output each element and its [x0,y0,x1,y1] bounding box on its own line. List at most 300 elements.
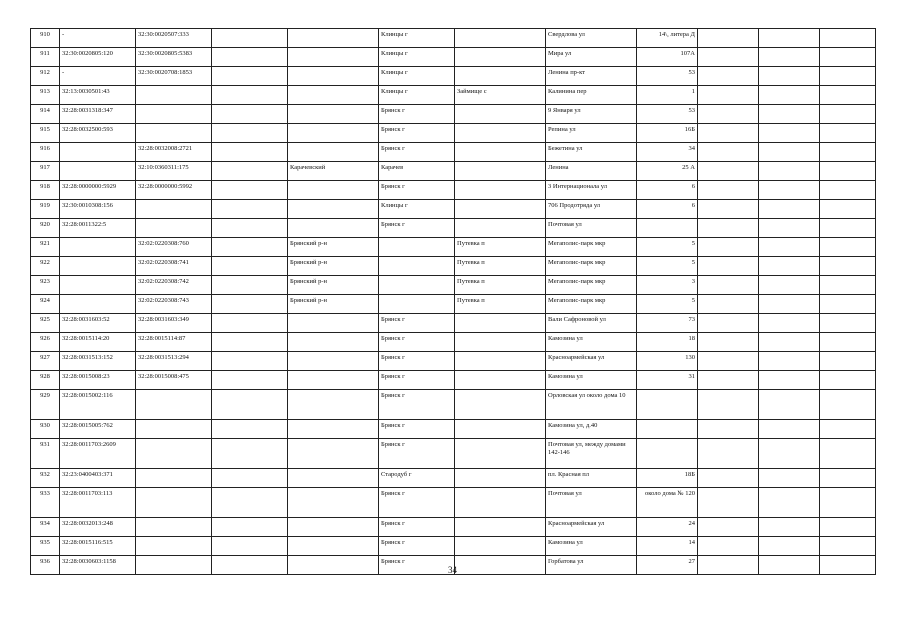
cell-city [379,276,455,295]
cell-settlement: Путевка п [455,295,546,314]
cell-house-number: 31 [637,371,698,390]
cell-cadastral-number-building [136,124,212,143]
cell-district [288,86,379,105]
cell-cadastral-number-building [136,537,212,556]
cell-column-4 [212,143,288,162]
cell-row-number: 922 [31,257,60,276]
cell-cadastral-number-building [136,439,212,469]
cell-cadastral-number-land: 32:28:0011703:2609 [60,439,136,469]
cell-row-number: 917 [31,162,60,181]
cell-row-number: 930 [31,420,60,439]
cell-settlement [455,219,546,238]
cell-row-number: 924 [31,295,60,314]
cell-column-12 [820,181,876,200]
cell-city: Клинцы г [379,86,455,105]
table-row [31,29,876,48]
cell-row-number: 928 [31,371,60,390]
cell-street: Красноармейская ул [546,518,637,537]
cell-settlement [455,439,546,469]
cell-column-11 [759,200,820,219]
cell-street: 706 Продотряда ул [546,200,637,219]
cell-city: Карачев [379,162,455,181]
cell-cadastral-number-building [136,469,212,488]
cell-column-4 [212,469,288,488]
cell-column-10 [698,295,759,314]
cell-column-10 [698,105,759,124]
cell-settlement [455,181,546,200]
cell-column-12 [820,86,876,105]
cell-row-number: 926 [31,333,60,352]
cell-settlement [455,314,546,333]
cell-city: Брянск г [379,439,455,469]
cell-column-11 [759,518,820,537]
cell-settlement [455,352,546,371]
cell-house-number: 18 [637,333,698,352]
cell-cadastral-number-building [136,200,212,219]
cell-settlement [455,162,546,181]
table-row [31,238,876,257]
cell-settlement: Займище с [455,86,546,105]
cell-city: Брянск г [379,488,455,518]
cell-street: Камозина ул [546,537,637,556]
cell-district: Брянский р-н [288,295,379,314]
cell-column-12 [820,143,876,162]
cell-cadastral-number-building [136,105,212,124]
cell-column-10 [698,439,759,469]
cell-cadastral-number-land: 32:28:0015002:116 [60,390,136,420]
table-row [31,276,876,295]
cell-column-4 [212,390,288,420]
table-row [31,257,876,276]
cell-column-10 [698,29,759,48]
cell-column-4 [212,200,288,219]
cell-district [288,420,379,439]
cell-district [288,143,379,162]
cell-column-10 [698,162,759,181]
cell-district [288,518,379,537]
table-row [31,420,876,439]
page-number: 34 [448,565,457,575]
cell-house-number: 16Б [637,124,698,143]
cell-cadastral-number-building: 32:10:0360311:175 [136,162,212,181]
cell-column-11 [759,390,820,420]
cell-cadastral-number-building: 32:30:0020805:5383 [136,48,212,67]
cell-house-number: 34 [637,143,698,162]
cell-column-12 [820,48,876,67]
cell-cadastral-number-land: 32:28:0015008:23 [60,371,136,390]
cell-column-4 [212,29,288,48]
cell-column-11 [759,371,820,390]
cell-city: Брянск г [379,518,455,537]
cell-column-11 [759,488,820,518]
cell-city: Клинцы г [379,29,455,48]
cell-street: Мира ул [546,48,637,67]
cell-column-12 [820,200,876,219]
cell-column-10 [698,390,759,420]
cell-cadastral-number-land: 32:13:0030501:43 [60,86,136,105]
cell-house-number: около дома № 120 [637,488,698,518]
cell-column-12 [820,105,876,124]
cell-row-number: 910 [31,29,60,48]
cell-column-4 [212,219,288,238]
cell-house-number: 1 [637,86,698,105]
cell-house-number: 53 [637,67,698,86]
cell-row-number: 931 [31,439,60,469]
cell-column-4 [212,333,288,352]
cell-column-4 [212,181,288,200]
cell-cadastral-number-building: 32:28:0032008:2721 [136,143,212,162]
cell-cadastral-number-land [60,238,136,257]
cell-row-number: 932 [31,469,60,488]
cell-settlement: Путевка п [455,276,546,295]
cell-settlement [455,29,546,48]
cell-column-4 [212,238,288,257]
cell-column-12 [820,29,876,48]
cell-column-12 [820,537,876,556]
cell-city: Брянск г [379,390,455,420]
cell-settlement: Путевка п [455,238,546,257]
cell-street: пл. Красная пл [546,469,637,488]
cell-cadastral-number-building: 32:30:0020708:1853 [136,67,212,86]
cell-column-11 [759,162,820,181]
cell-city [379,238,455,257]
cell-column-11 [759,276,820,295]
cell-district [288,48,379,67]
cell-column-10 [698,86,759,105]
cell-cadastral-number-land: 32:28:0011703:113 [60,488,136,518]
cell-column-10 [698,238,759,257]
cell-column-4 [212,162,288,181]
cell-house-number: 6 [637,200,698,219]
cell-cadastral-number-building [136,390,212,420]
cell-cadastral-number-land [60,257,136,276]
cell-settlement [455,371,546,390]
cell-city: Брянск г [379,314,455,333]
cell-settlement [455,200,546,219]
cell-column-11 [759,439,820,469]
cell-city: Брянск г [379,352,455,371]
cell-cadastral-number-building: 32:02:0220308:741 [136,257,212,276]
cell-settlement [455,143,546,162]
cell-street: 3 Интернационала ул [546,181,637,200]
cell-district [288,105,379,124]
cell-city: Брянск г [379,143,455,162]
cell-district [288,439,379,469]
cell-column-12 [820,295,876,314]
cell-district: Карачевский [288,162,379,181]
cell-street: Мегаполис-парк мкр [546,276,637,295]
table-row [31,469,876,488]
cell-cadastral-number-land: 32:28:0032500:593 [60,124,136,143]
cell-street: 9 Января ул [546,105,637,124]
table-row [31,105,876,124]
cell-cadastral-number-land: 32:28:0000000:5929 [60,181,136,200]
cell-cadastral-number-land: - [60,67,136,86]
cell-cadastral-number-land: 32:30:0020805:120 [60,48,136,67]
cell-column-10 [698,276,759,295]
table-row [31,162,876,181]
table-row [31,181,876,200]
cell-column-10 [698,469,759,488]
cell-house-number [637,439,698,469]
cell-city: Клинцы г [379,48,455,67]
table-row [31,333,876,352]
table-row [31,518,876,537]
cell-street: Камозина ул [546,333,637,352]
cell-street: Ленина [546,162,637,181]
cell-row-number: 915 [31,124,60,143]
cell-street: Почтовая ул [546,488,637,518]
cell-column-12 [820,162,876,181]
registry-table-body [31,29,876,575]
cell-column-4 [212,257,288,276]
cell-column-12 [820,518,876,537]
cell-district [288,333,379,352]
cell-column-10 [698,48,759,67]
cell-column-12 [820,488,876,518]
cell-cadastral-number-land [60,162,136,181]
cell-street: Репина ул [546,124,637,143]
cell-row-number: 920 [31,219,60,238]
cell-settlement [455,105,546,124]
cell-house-number: 73 [637,314,698,333]
cell-house-number: 24 [637,518,698,537]
cell-street: Калинина пер [546,86,637,105]
cell-column-12 [820,333,876,352]
cell-column-10 [698,200,759,219]
cell-house-number: 3 [637,276,698,295]
cell-district: Брянский р-н [288,257,379,276]
cell-house-number: 130 [637,352,698,371]
cell-street: Горбатова ул [546,556,637,575]
cell-column-10 [698,333,759,352]
cell-city: Брянск г [379,537,455,556]
cell-house-number: 107А [637,48,698,67]
cell-column-4 [212,488,288,518]
cell-column-12 [820,276,876,295]
cell-city: Брянск г [379,124,455,143]
cell-cadastral-number-building: 32:28:0015114:87 [136,333,212,352]
registry-table [30,28,876,575]
cell-cadastral-number-land: 32:23:0400403:371 [60,469,136,488]
table-row [31,86,876,105]
cell-column-10 [698,67,759,86]
table-row [31,352,876,371]
cell-row-number: 927 [31,352,60,371]
cell-city: Клинцы г [379,67,455,86]
cell-cadastral-number-land: 32:28:0032013:248 [60,518,136,537]
table-row [31,200,876,219]
cell-district: Брянский р-н [288,276,379,295]
cell-cadastral-number-land: 32:28:0031603:52 [60,314,136,333]
cell-column-4 [212,371,288,390]
cell-house-number: 14 [637,537,698,556]
cell-street: Орловская ул около дома 10 [546,390,637,420]
cell-column-12 [820,67,876,86]
cell-row-number: 921 [31,238,60,257]
cell-settlement [455,420,546,439]
cell-house-number: 6 [637,181,698,200]
cell-district [288,352,379,371]
cell-street: Почтовая ул, между домами 142-146 [546,439,637,469]
cell-column-11 [759,238,820,257]
cell-house-number: 14\, литера Д [637,29,698,48]
cell-column-11 [759,29,820,48]
cell-district [288,488,379,518]
cell-house-number: 5 [637,295,698,314]
table-row [31,219,876,238]
cell-street: Мегаполис-парк мкр [546,295,637,314]
cell-cadastral-number-building [136,219,212,238]
cell-cadastral-number-land [60,143,136,162]
cell-column-10 [698,124,759,143]
cell-row-number: 936 [31,556,60,575]
table-row [31,390,876,420]
cell-district [288,537,379,556]
cell-column-11 [759,48,820,67]
cell-cadastral-number-building: 32:28:0031603:349 [136,314,212,333]
cell-house-number: 53 [637,105,698,124]
cell-street: Почтовая ул [546,219,637,238]
cell-street: Мегаполис-парк мкр [546,257,637,276]
cell-column-12 [820,314,876,333]
cell-cadastral-number-building: 32:02:0220308:760 [136,238,212,257]
cell-house-number [637,219,698,238]
cell-settlement: Путевка п [455,257,546,276]
cell-column-4 [212,314,288,333]
table-row [31,488,876,518]
cell-column-4 [212,67,288,86]
cell-column-11 [759,295,820,314]
cell-column-4 [212,420,288,439]
cell-district [288,200,379,219]
cell-district [288,29,379,48]
cell-cadastral-number-land: 32:28:0030603:1158 [60,556,136,575]
cell-city [379,295,455,314]
cell-row-number: 929 [31,390,60,420]
cell-column-11 [759,105,820,124]
cell-column-12 [820,420,876,439]
cell-street: Бежетина ул [546,143,637,162]
cell-row-number: 918 [31,181,60,200]
table-row [31,143,876,162]
cell-column-11 [759,86,820,105]
cell-district [288,67,379,86]
cell-column-11 [759,124,820,143]
cell-column-12 [820,390,876,420]
cell-cadastral-number-building: 32:28:0031513:294 [136,352,212,371]
cell-cadastral-number-building: 32:30:0020507:333 [136,29,212,48]
cell-city: Брянск г [379,333,455,352]
cell-cadastral-number-building [136,86,212,105]
cell-column-10 [698,257,759,276]
cell-column-10 [698,314,759,333]
cell-column-4 [212,518,288,537]
cell-column-11 [759,469,820,488]
cell-row-number: 934 [31,518,60,537]
cell-column-11 [759,219,820,238]
cell-district [288,181,379,200]
cell-column-4 [212,124,288,143]
cell-column-10 [698,352,759,371]
table-row [31,314,876,333]
table-row [31,48,876,67]
cell-column-4 [212,352,288,371]
cell-column-12 [820,371,876,390]
cell-column-11 [759,352,820,371]
table-row [31,124,876,143]
cell-cadastral-number-land: 32:28:0015005:762 [60,420,136,439]
cell-city: Брянск г [379,420,455,439]
cell-column-11 [759,420,820,439]
cell-settlement [455,124,546,143]
cell-house-number: 25 А [637,162,698,181]
cell-settlement [455,518,546,537]
cell-column-12 [820,469,876,488]
cell-column-12 [820,439,876,469]
cell-district [288,124,379,143]
cell-column-10 [698,420,759,439]
cell-cadastral-number-land: 32:28:0031318:347 [60,105,136,124]
cell-column-4 [212,105,288,124]
cell-row-number: 933 [31,488,60,518]
table-row [31,295,876,314]
table-row [31,537,876,556]
cell-column-11 [759,67,820,86]
cell-cadastral-number-land: 32:28:0015116:515 [60,537,136,556]
cell-city: Брянск г [379,371,455,390]
cell-settlement [455,333,546,352]
cell-house-number: 18Б [637,469,698,488]
cell-district [288,219,379,238]
cell-cadastral-number-land: 32:28:0011322:5 [60,219,136,238]
cell-row-number: 914 [31,105,60,124]
cell-street: Свердлова ул [546,29,637,48]
cell-column-10 [698,143,759,162]
cell-row-number: 912 [31,67,60,86]
cell-column-12 [820,352,876,371]
cell-column-10 [698,371,759,390]
cell-street: Ленина пр-кт [546,67,637,86]
cell-settlement [455,469,546,488]
table-row [31,371,876,390]
cell-city: Брянск г [379,219,455,238]
cell-column-4 [212,276,288,295]
cell-settlement [455,488,546,518]
cell-column-11 [759,257,820,276]
cell-column-11 [759,143,820,162]
cell-district [288,469,379,488]
cell-column-4 [212,48,288,67]
cell-column-4 [212,295,288,314]
cell-column-11 [759,537,820,556]
cell-cadastral-number-land [60,295,136,314]
table-row [31,439,876,469]
cell-row-number: 911 [31,48,60,67]
cell-column-11 [759,181,820,200]
cell-city: Брянск г [379,181,455,200]
cell-column-10 [698,537,759,556]
cell-cadastral-number-building: 32:02:0220308:742 [136,276,212,295]
cell-district [288,371,379,390]
cell-row-number: 935 [31,537,60,556]
cell-settlement [455,48,546,67]
cell-street: Камозина ул [546,371,637,390]
cell-column-12 [820,219,876,238]
cell-row-number: 913 [31,86,60,105]
cell-settlement [455,537,546,556]
cell-cadastral-number-building [136,518,212,537]
